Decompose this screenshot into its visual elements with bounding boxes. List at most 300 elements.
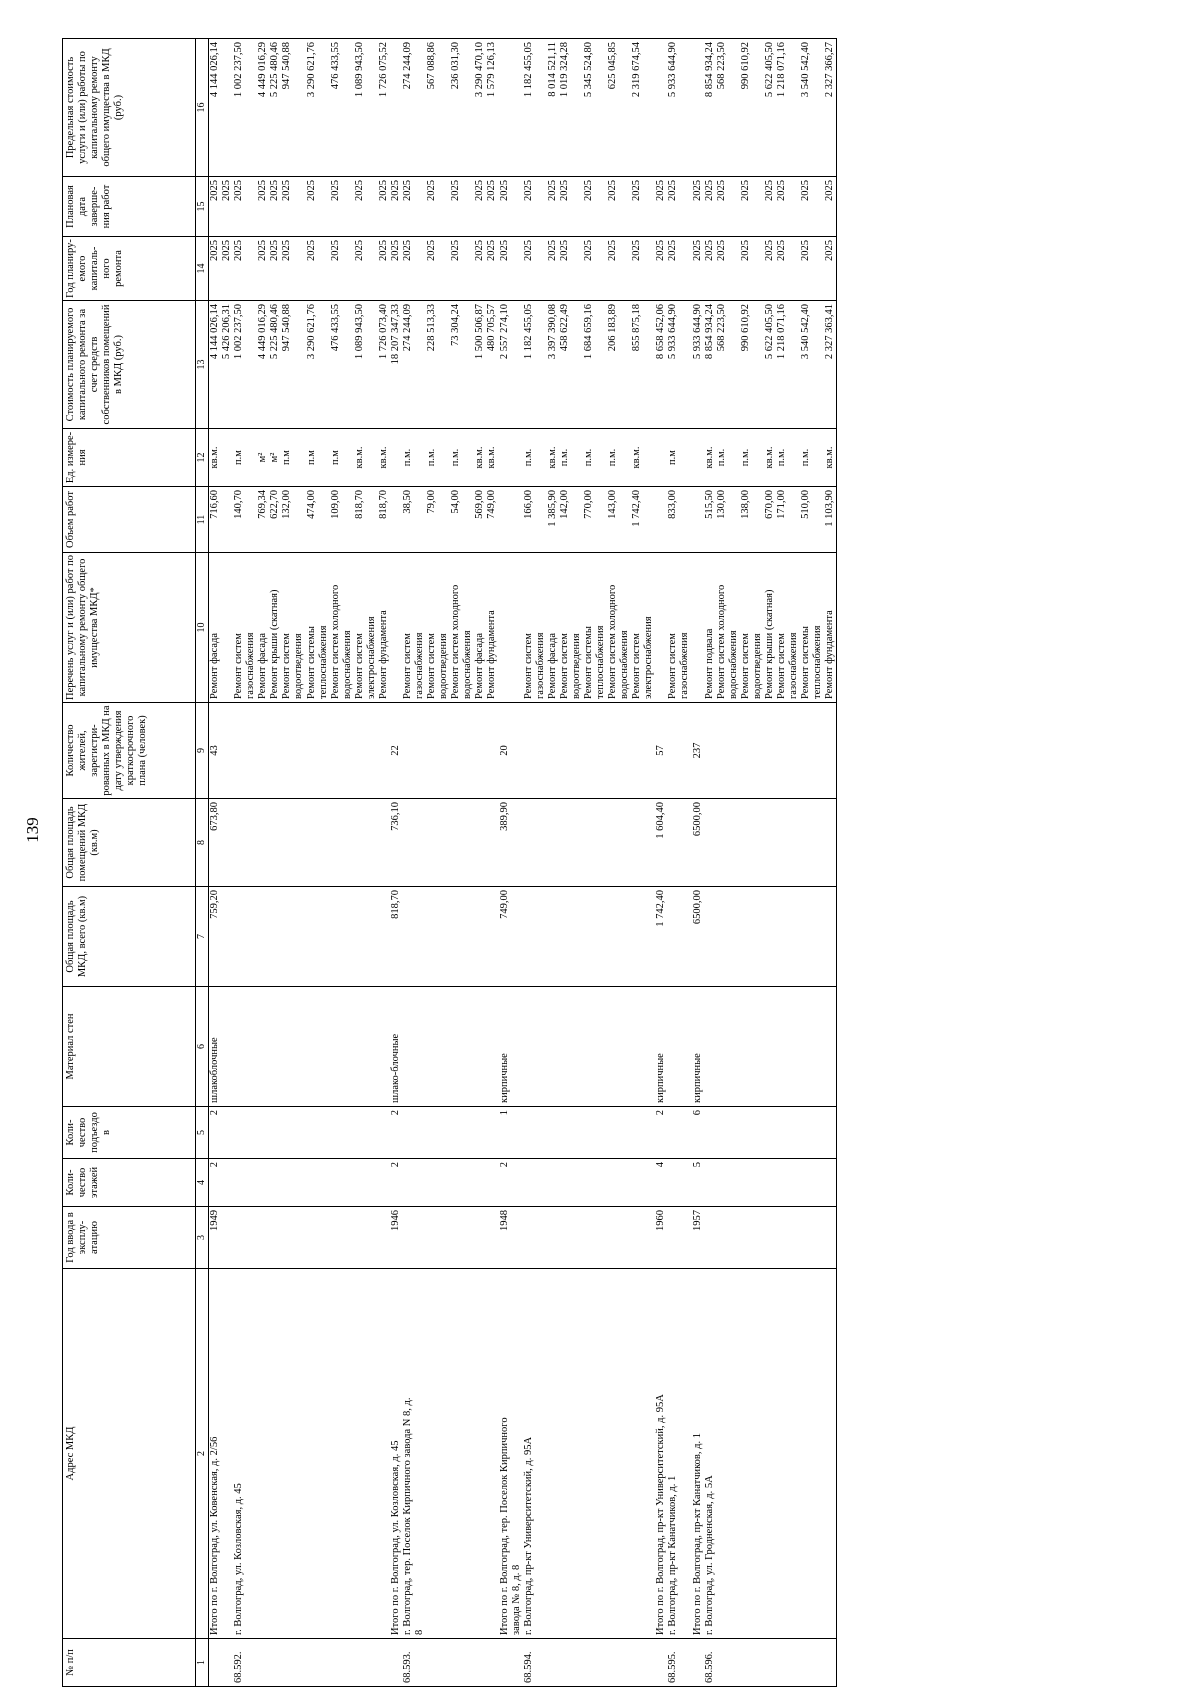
- cell-col-8: [486, 799, 498, 887]
- cell-col-13: 947 540,88: [281, 301, 305, 429]
- cell-col-5: 2: [209, 1107, 222, 1159]
- cell-col-3: [330, 1207, 354, 1269]
- cell-col-2: [800, 1269, 824, 1639]
- cell-col-3: [667, 1207, 691, 1269]
- cell-col-13: 5 225 480,46: [269, 301, 281, 429]
- cell-col-3: [378, 1207, 390, 1269]
- cell-col-6: [824, 987, 837, 1107]
- cell-col-14: 2025: [450, 237, 474, 301]
- cell-col-1: [390, 1639, 402, 1687]
- cell-col-15: 2025: [692, 177, 704, 237]
- cell-col-3: [426, 1207, 450, 1269]
- cell-col-8: [281, 799, 305, 887]
- cell-col-14: 2025: [233, 237, 257, 301]
- cell-col-1: [354, 1639, 378, 1687]
- cell-col-3: [824, 1207, 837, 1269]
- cell-col-6: шлакоблочные: [209, 987, 222, 1107]
- cell-col-13: 480 705,57: [486, 301, 498, 429]
- cell-col-12: п.м.: [776, 429, 800, 487]
- table-row: [281, 39, 305, 1687]
- cell-col-4: 5: [692, 1159, 704, 1207]
- cell-col-12: п.м.: [607, 429, 631, 487]
- cell-col-9: 237: [692, 703, 704, 799]
- cell-col-13: 3 397 390,08: [547, 301, 559, 429]
- cell-col-6: кирпичные: [692, 987, 704, 1107]
- cell-col-10: Ремонт систем газоснабжения: [667, 553, 691, 703]
- cell-col-8: [776, 799, 800, 887]
- cell-col-4: [704, 1159, 716, 1207]
- cell-col-16: 3 290 621,76: [306, 39, 330, 177]
- cell-col-8: [583, 799, 607, 887]
- cell-col-12: кв.м.: [474, 429, 486, 487]
- cell-col-5: [764, 1107, 776, 1159]
- cell-col-9: [281, 703, 305, 799]
- cell-col-7: [269, 887, 281, 987]
- cell-col-5: [547, 1107, 559, 1159]
- cell-col-10: Ремонт систем холодного водоснабжения: [450, 553, 474, 703]
- cell-col-8: [631, 799, 655, 887]
- column-number-9: 9: [196, 703, 209, 799]
- table-row: [824, 39, 837, 1687]
- cell-col-2: [257, 1269, 269, 1639]
- cell-col-13: 5 933 644,90: [692, 301, 704, 429]
- cell-col-16: [390, 39, 402, 177]
- cell-col-10: Ремонт систем водоотведения: [559, 553, 583, 703]
- cell-col-2: г. Волгоград, пр-кт Университетский, д. 95А: [523, 1269, 547, 1639]
- cell-col-15: 2025: [523, 177, 547, 237]
- cell-col-9: 20: [499, 703, 523, 799]
- cell-col-7: [631, 887, 655, 987]
- cell-col-4: [740, 1159, 764, 1207]
- cell-col-5: [269, 1107, 281, 1159]
- column-header-9: Количество жителей, зарегистри-рованных в МКД на дату утверждения краткосрочного плана (человек): [63, 703, 196, 799]
- cell-col-10: Ремонт подвала: [704, 553, 716, 703]
- cell-col-4: [824, 1159, 837, 1207]
- cell-col-9: [378, 703, 390, 799]
- column-header-16: Предельная стоимость услуги и (или) работы по капитальному ремонту общего имущества в МКД (руб.): [63, 39, 196, 177]
- cell-col-2: Итого по г. Волгоград, ул. Ковенская, д. 2/56: [209, 1269, 222, 1639]
- column-header-10: Перечень услуг и (или) работ по капитальному ремонту общего имущества МКД*: [63, 553, 196, 703]
- column-header-8: Общая площадь помещений МКД (кв.м): [63, 799, 196, 887]
- cell-col-11: [390, 487, 402, 553]
- cell-col-10: Ремонт фасада: [257, 553, 269, 703]
- cell-col-7: [607, 887, 631, 987]
- cell-col-7: [764, 887, 776, 987]
- cell-col-8: [824, 799, 837, 887]
- cell-col-12: м²: [269, 429, 281, 487]
- cell-col-3: [607, 1207, 631, 1269]
- cell-col-15: 2025: [354, 177, 378, 237]
- cell-col-16: 236 031,30: [450, 39, 474, 177]
- cell-col-2: [221, 1269, 233, 1639]
- table-row: [209, 39, 222, 1687]
- table-row: [716, 39, 740, 1687]
- cell-col-15: 2025: [776, 177, 800, 237]
- cell-col-2: [450, 1269, 474, 1639]
- cell-col-15: 2025: [499, 177, 523, 237]
- cell-col-5: [716, 1107, 740, 1159]
- cell-col-11: [499, 487, 523, 553]
- cell-col-14: 2025: [631, 237, 655, 301]
- cell-col-11: 140,70: [233, 487, 257, 553]
- cell-col-15: 2025: [402, 177, 426, 237]
- cell-col-14: 2025: [523, 237, 547, 301]
- cell-col-11: 171,00: [776, 487, 800, 553]
- cell-col-4: 2: [209, 1159, 222, 1207]
- cell-col-1: [257, 1639, 269, 1687]
- cell-col-8: [764, 799, 776, 887]
- cell-col-7: [426, 887, 450, 987]
- cell-col-1: [474, 1639, 486, 1687]
- cell-col-11: 79,00: [426, 487, 450, 553]
- cell-col-8: [233, 799, 257, 887]
- cell-col-14: 2025: [607, 237, 631, 301]
- cell-col-16: 3 290 470,10: [474, 39, 486, 177]
- cell-col-16: 1 019 324,28: [559, 39, 583, 177]
- cell-col-6: [631, 987, 655, 1107]
- cell-col-7: 1 742,40: [655, 887, 667, 987]
- cell-col-5: [354, 1107, 378, 1159]
- table-row: [402, 39, 426, 1687]
- cell-col-13: 206 183,89: [607, 301, 631, 429]
- repair-plan-table: [62, 38, 837, 1687]
- table-row: [233, 39, 257, 1687]
- cell-col-7: [330, 887, 354, 987]
- table-row: [306, 39, 330, 1687]
- cell-col-6: [776, 987, 800, 1107]
- cell-col-1: 68.592.: [233, 1639, 257, 1687]
- cell-col-12: п.м: [330, 429, 354, 487]
- cell-col-9: [559, 703, 583, 799]
- cell-col-9: [716, 703, 740, 799]
- table-row: [378, 39, 390, 1687]
- cell-col-16: 1 579 126,13: [486, 39, 498, 177]
- cell-col-9: [607, 703, 631, 799]
- cell-col-11: 670,00: [764, 487, 776, 553]
- cell-col-3: [547, 1207, 559, 1269]
- cell-col-8: [740, 799, 764, 887]
- cell-col-14: 2025: [330, 237, 354, 301]
- cell-col-14: 2025: [583, 237, 607, 301]
- cell-col-6: [402, 987, 426, 1107]
- cell-col-9: [776, 703, 800, 799]
- cell-col-3: [776, 1207, 800, 1269]
- cell-col-14: 2025: [655, 237, 667, 301]
- cell-col-8: [800, 799, 824, 887]
- cell-col-10: [390, 553, 402, 703]
- table-row: [354, 39, 378, 1687]
- cell-col-8: [607, 799, 631, 887]
- cell-col-1: 68.593.: [402, 1639, 426, 1687]
- cell-col-10: Ремонт систем водоотведения: [281, 553, 305, 703]
- cell-col-11: 143,00: [607, 487, 631, 553]
- cell-col-1: [306, 1639, 330, 1687]
- cell-col-2: [281, 1269, 305, 1639]
- cell-col-11: 749,00: [486, 487, 498, 553]
- cell-col-4: [306, 1159, 330, 1207]
- cell-col-2: [474, 1269, 486, 1639]
- cell-col-13: 5 426 206,31: [221, 301, 233, 429]
- cell-col-8: [354, 799, 378, 887]
- cell-col-4: [233, 1159, 257, 1207]
- cell-col-2: Итого по г. Волгоград, пр-кт Университетский, д. 95А: [655, 1269, 667, 1639]
- cell-col-7: 749,00: [499, 887, 523, 987]
- cell-col-14: 2025: [306, 237, 330, 301]
- cell-col-1: [547, 1639, 559, 1687]
- cell-col-5: [281, 1107, 305, 1159]
- cell-col-3: [354, 1207, 378, 1269]
- cell-col-12: п.м.: [716, 429, 740, 487]
- cell-col-16: [692, 39, 704, 177]
- cell-col-8: [257, 799, 269, 887]
- cell-col-12: кв.м.: [354, 429, 378, 487]
- cell-col-2: [354, 1269, 378, 1639]
- cell-col-16: 4 144 026,14: [209, 39, 222, 177]
- cell-col-15: 2025: [607, 177, 631, 237]
- cell-col-8: [450, 799, 474, 887]
- cell-col-10: Ремонт систем холодного водоснабжения: [716, 553, 740, 703]
- cell-col-16: 990 610,92: [740, 39, 764, 177]
- cell-col-16: 1 182 455,05: [523, 39, 547, 177]
- cell-col-10: Ремонт системы теплоснабжения: [800, 553, 824, 703]
- cell-col-5: [306, 1107, 330, 1159]
- cell-col-13: 8 658 452,06: [655, 301, 667, 429]
- cell-col-9: [426, 703, 450, 799]
- cell-col-15: 2025: [450, 177, 474, 237]
- cell-col-16: 947 540,88: [281, 39, 305, 177]
- cell-col-4: [716, 1159, 740, 1207]
- cell-col-2: [583, 1269, 607, 1639]
- table-row: [390, 39, 402, 1687]
- column-number-row: [196, 39, 209, 1687]
- cell-col-9: 43: [209, 703, 222, 799]
- column-header-4: Коли-чество этажей: [63, 1159, 196, 1207]
- column-number-6: 6: [196, 987, 209, 1107]
- cell-col-6: [378, 987, 390, 1107]
- table-row: [486, 39, 498, 1687]
- cell-col-15: 2025: [330, 177, 354, 237]
- cell-col-2: [486, 1269, 498, 1639]
- cell-col-2: [547, 1269, 559, 1639]
- cell-col-6: [607, 987, 631, 1107]
- cell-col-11: 54,00: [450, 487, 474, 553]
- table-row: [631, 39, 655, 1687]
- cell-col-1: [499, 1639, 523, 1687]
- cell-col-1: [740, 1639, 764, 1687]
- cell-col-11: 833,00: [667, 487, 691, 553]
- cell-col-11: 1 103,90: [824, 487, 837, 553]
- cell-col-11: [221, 487, 233, 553]
- table-row: [221, 39, 233, 1687]
- cell-col-11: 818,70: [378, 487, 390, 553]
- column-header-1: № п/п: [63, 1639, 196, 1687]
- column-number-15: 15: [196, 177, 209, 237]
- cell-col-15: 2025: [281, 177, 305, 237]
- cell-col-5: [450, 1107, 474, 1159]
- cell-col-15: 2025: [426, 177, 450, 237]
- cell-col-5: [776, 1107, 800, 1159]
- cell-col-1: 68.594.: [523, 1639, 547, 1687]
- cell-col-13: 73 304,24: [450, 301, 474, 429]
- cell-col-12: п.м: [281, 429, 305, 487]
- cell-col-5: 2: [655, 1107, 667, 1159]
- table-row: [655, 39, 667, 1687]
- cell-col-1: [269, 1639, 281, 1687]
- cell-col-6: [306, 987, 330, 1107]
- table-row: [330, 39, 354, 1687]
- cell-col-12: кв.м.: [378, 429, 390, 487]
- cell-col-11: 770,00: [583, 487, 607, 553]
- cell-col-10: Ремонт крыши (скатная): [269, 553, 281, 703]
- cell-col-13: 1 684 659,16: [583, 301, 607, 429]
- cell-col-9: [547, 703, 559, 799]
- cell-col-11: 138,00: [740, 487, 764, 553]
- cell-col-3: 1957: [692, 1207, 704, 1269]
- cell-col-15: 2025: [378, 177, 390, 237]
- column-header-2: Адрес МКД: [63, 1269, 196, 1639]
- cell-col-14: 2025: [390, 237, 402, 301]
- cell-col-6: [547, 987, 559, 1107]
- cell-col-11: 38,50: [402, 487, 426, 553]
- cell-col-12: [221, 429, 233, 487]
- table-row: [800, 39, 824, 1687]
- cell-col-2: г. Волгоград, ул. Козловская, д. 45: [233, 1269, 257, 1639]
- cell-col-12: кв.м.: [704, 429, 716, 487]
- cell-col-13: 1 089 943,50: [354, 301, 378, 429]
- cell-col-16: 1 726 075,52: [378, 39, 390, 177]
- cell-col-5: [474, 1107, 486, 1159]
- cell-col-2: [740, 1269, 764, 1639]
- column-number-14: 14: [196, 237, 209, 301]
- cell-col-16: 1 218 071,16: [776, 39, 800, 177]
- cell-col-15: 2025: [824, 177, 837, 237]
- cell-col-9: 57: [655, 703, 667, 799]
- cell-col-13: 8 854 934,24: [704, 301, 716, 429]
- cell-col-3: [583, 1207, 607, 1269]
- cell-col-7: [354, 887, 378, 987]
- cell-col-6: [330, 987, 354, 1107]
- cell-col-12: кв.м.: [209, 429, 222, 487]
- cell-col-14: 2025: [824, 237, 837, 301]
- cell-col-16: 8 854 934,24: [704, 39, 716, 177]
- cell-col-7: [450, 887, 474, 987]
- cell-col-1: [631, 1639, 655, 1687]
- cell-col-12: п.м.: [426, 429, 450, 487]
- cell-col-10: Ремонт систем электроснабжения: [631, 553, 655, 703]
- cell-col-6: [583, 987, 607, 1107]
- cell-col-6: [559, 987, 583, 1107]
- cell-col-3: 1949: [209, 1207, 222, 1269]
- cell-col-16: 5 933 644,90: [667, 39, 691, 177]
- cell-col-4: [474, 1159, 486, 1207]
- cell-col-6: шлако-блочные: [390, 987, 402, 1107]
- cell-col-15: 2025: [583, 177, 607, 237]
- cell-col-4: [667, 1159, 691, 1207]
- table-row: [704, 39, 716, 1687]
- cell-col-1: [209, 1639, 222, 1687]
- cell-col-4: [800, 1159, 824, 1207]
- cell-col-10: [655, 553, 667, 703]
- cell-col-16: 567 088,86: [426, 39, 450, 177]
- table-row: [776, 39, 800, 1687]
- table-row: [426, 39, 450, 1687]
- cell-col-15: 2025: [390, 177, 402, 237]
- cell-col-3: [523, 1207, 547, 1269]
- cell-col-12: [499, 429, 523, 487]
- cell-col-10: Ремонт фундамента: [486, 553, 498, 703]
- column-number-13: 13: [196, 301, 209, 429]
- column-header-14: Год планиру-емого капиталь-ного ремонта: [63, 237, 196, 301]
- cell-col-3: [486, 1207, 498, 1269]
- cell-col-10: Ремонт систем электроснабжения: [354, 553, 378, 703]
- cell-col-13: 568 223,50: [716, 301, 740, 429]
- cell-col-11: 622,70: [269, 487, 281, 553]
- cell-col-12: п.м.: [583, 429, 607, 487]
- cell-col-10: Ремонт систем газоснабжения: [233, 553, 257, 703]
- cell-col-8: 6500,00: [692, 799, 704, 887]
- cell-col-6: [426, 987, 450, 1107]
- cell-col-8: [559, 799, 583, 887]
- cell-col-6: [764, 987, 776, 1107]
- cell-col-12: п.м: [306, 429, 330, 487]
- cell-col-7: [474, 887, 486, 987]
- cell-col-5: 2: [390, 1107, 402, 1159]
- column-header-12: Ед. измере-ния: [63, 429, 196, 487]
- cell-col-3: [233, 1207, 257, 1269]
- cell-col-8: [330, 799, 354, 887]
- column-header-3: Год ввода в эксплу-атацию: [63, 1207, 196, 1269]
- cell-col-9: [269, 703, 281, 799]
- cell-col-2: [607, 1269, 631, 1639]
- cell-col-9: [631, 703, 655, 799]
- cell-col-16: [499, 39, 523, 177]
- cell-col-7: [559, 887, 583, 987]
- cell-col-13: 1 726 073,40: [378, 301, 390, 429]
- cell-col-6: [233, 987, 257, 1107]
- column-header-11: Объем работ: [63, 487, 196, 553]
- cell-col-3: 1946: [390, 1207, 402, 1269]
- cell-col-5: [426, 1107, 450, 1159]
- cell-col-12: [390, 429, 402, 487]
- cell-col-13: 1 500 506,87: [474, 301, 486, 429]
- cell-col-2: [776, 1269, 800, 1639]
- cell-col-11: 142,00: [559, 487, 583, 553]
- cell-col-12: п.м.: [402, 429, 426, 487]
- cell-col-15: 2025: [306, 177, 330, 237]
- cell-col-3: [281, 1207, 305, 1269]
- cell-col-2: [269, 1269, 281, 1639]
- cell-col-7: [233, 887, 257, 987]
- cell-col-10: Ремонт систем холодного водоснабжения: [330, 553, 354, 703]
- cell-col-3: [704, 1207, 716, 1269]
- cell-col-9: [486, 703, 498, 799]
- cell-col-5: [486, 1107, 498, 1159]
- cell-col-14: 2025: [402, 237, 426, 301]
- cell-col-16: 274 244,09: [402, 39, 426, 177]
- cell-col-13: 1 002 237,50: [233, 301, 257, 429]
- cell-col-13: 476 433,55: [330, 301, 354, 429]
- cell-col-12: п.м.: [523, 429, 547, 487]
- cell-col-9: [583, 703, 607, 799]
- cell-col-6: [523, 987, 547, 1107]
- cell-col-16: [221, 39, 233, 177]
- cell-col-16: 2 327 366,27: [824, 39, 837, 177]
- cell-col-14: 2025: [221, 237, 233, 301]
- cell-col-7: [221, 887, 233, 987]
- cell-col-1: [776, 1639, 800, 1687]
- cell-col-12: п.м: [233, 429, 257, 487]
- cell-col-4: [631, 1159, 655, 1207]
